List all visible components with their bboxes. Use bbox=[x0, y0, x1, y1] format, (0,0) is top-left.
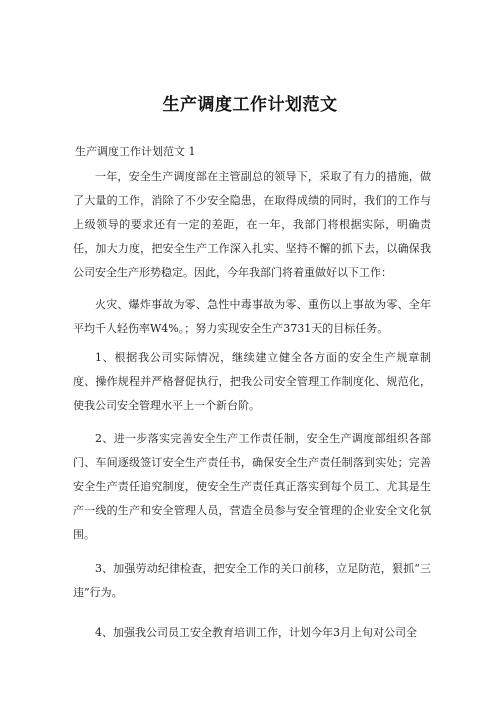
document-title: 生产调度工作计划范文 bbox=[162, 95, 338, 115]
paragraph: 3、加强劳动纪律检查，把安全工作的关口前移，立足防范，狠抓“三违”行为。 bbox=[73, 562, 431, 599]
paragraph: 2、进一步落实完善安全生产工作责任制，安全生产调度部组织各部门、车间逐级签订安全生产责任书，确保安全生产责任制落到实处；完善安全生产责任追究制度，使安全生产责任真正落实到每个员工、尤其是生产一线的生产和安全管理人员，营造全员参与安全管理的企业安全文化氛围。 bbox=[73, 432, 431, 541]
paragraph: 火灾、爆炸事故为零、急性中毒事故为零、重伤以上事故为零、全年平均千人轻伤率W4%。；努力实现安全生产3731天的目标任务。 bbox=[73, 298, 431, 335]
paragraph: 4、加强我公司员工安全教育培训工作，计划今年3月上旬对公司全 bbox=[95, 626, 417, 639]
paragraph: 一年，安全生产调度部在主管副总的领导下，采取了有力的措施，做了大量的工作，消除了不少安全隐患，在取得成绩的同时，我们的工作与上级领导的要求还有一定的差距，在一年，我部门将根据实际，明确责任，加大力度，把安全生产工作深入扎实、坚持不懈的抓下去，以确保我公司安全生产形势稳定。因此，今年我部门将着重做好以下工作： bbox=[73, 170, 431, 279]
paragraph: 1、根据我公司实际情况，继续建立健全各方面的安全生产规章制度、操作规程并严格督促执行，把我公司安全管理工作制度化、规范化，使我公司安全管理水平上一个新台阶。 bbox=[73, 351, 431, 412]
section-heading: 生产调度工作计划范文 1 bbox=[75, 145, 196, 158]
